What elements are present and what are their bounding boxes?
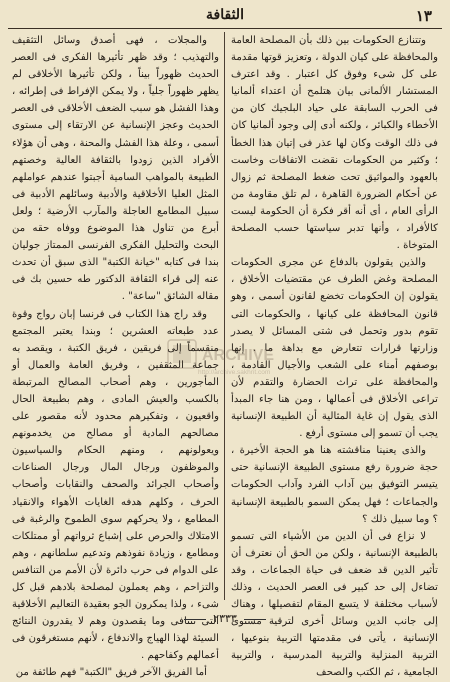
column-divider xyxy=(224,32,225,600)
paragraph: والذين يقولون بالدفاع عن مجرى الحكومات المصلحة وغض الطرف عن مقتضيات الأخلاق ، يقولون إن الحكومات تخضع لقانون أسمى ، وهو قانون المحافظة على كيانها ، والحكومات التى تقوم بدور وتحمل فى شتى المسائل لا يصدر وزارتها قرارات تتعارض مع بداهة ما . إنها بوصفهم أمناء على الشعب والأجيال القادمة ، والمحافظة على تراث الحضارة والتقدم لأن تراعى الأخلاق فى أعمالها ، ومن هنا جاء المبدأ الذى يقول إن غاية المثالية أن الطبيعة الإنسانية يجب أن تسمو إلى مستوى أرفع . xyxy=(231,257,438,440)
journal-title: الثقافة xyxy=(206,7,244,23)
paragraph: لا نزاع فى أن الدين من الأشياء التى تسمو بالطبيعة الإنسانية ، ولكن من الحق أن نعترف أن تأثير الدين قد ضعف فى حياة الجماعات ، وقد تضاءل إلى حد كبير فى العصر الحديث ، وذلك لأسباب مختلفة لا يتسع المقام لتفصيلها ، وهناك إلى جانب الدين وسائل أخرى لترقية مستوى الإنسانية ، يأتى فى مقدمتها التربية بنوعيها ، التربية المنزلية والتربية المدرسية ، والتربية الجامعية ، ثم الكتب والصحف xyxy=(231,530,438,679)
page-header xyxy=(8,4,442,29)
folio-number: ٢٣٣٣ xyxy=(213,612,237,625)
svg-text:http://archive.sakhrit.com: http://archive.sakhrit.com xyxy=(198,369,271,376)
paragraph: أما الفريق الآخر فريق "الكتبة" فهم طائفة من xyxy=(15,667,207,679)
svg-text:ARCHIVE: ARCHIVE xyxy=(202,347,275,364)
paragraph: وقد راج هذا الكتاب فى فرنسا إبان رواج وقوة عدد طبعاته العشرين ؛ وبندا يعتبر المجتمع منقسماً إلى فريقين ، فريق الكتبة ، ويقصد به جماعة المثقفين ، وفريق العامة والعمال أو المأجورين ، وهم أصحاب المصالح المرتبطة بالكسب والعيش المادى ، وهم بطبيعة الحال واقعيون ، وتفكيرهم محدود لأنه مقصور على مصالحهم المادية أو مصالح من يخدمونهم ويعولونهم ، ومنهم الحكام والسياسيون والموظفون ورجال المال ورجال الصناعات وأصحاب الجرائد والصحف والنقابات وأصحاب الحرف ، وكلهم هدفه الغايات الأهواء والانقياد المطامع ، ولا يحركهم سوى الطموح والرغبة فى الامتلاك والحرص على إشباع ثرواتهم أو ممتلكات ومطامع ، وزيادة نفوذهم وتدعيم سلطانهم ، وهم على الدوام فى حرب دائرة لأن الأمم من التنافس والتزاحم ، وهم يعملون لمصلحة بلادهم قبل كل شىء ، ولذا يمكرون الجو بعقيدة التعاليم الأخلاقية التى تتنافى وما يقصدون وهم لا يقدرون النتائج السيئة لهذا الهياج والاندفاع ، لأنهم مستغرقون فى أعمالهم وكفاحهم . xyxy=(12,308,219,662)
paragraph: والمجلات ، فهى أصدق وسائل التثقيف والتهذيب ؛ وقد ظهر تأثيرها الفكرى فى العصر الحديث ظهوراً بيناً ، ولكن تأثيرها الأخلاقى لم يظهر ظهوراً جلياً ، ولا يمكن الإفراط فى إطرائه ، وهذا الفشل هو سبب الضعف الأخلاقى فى العصر الحديث وعجز الإنسانية عن الارتقاء إلى مستوى أسمى ، وعلة هذا الفشل والمحنة ، وهى أن هؤلاء الأفراد الذين زودوا بالثقافة العالية وخصتهم الطبيعة بالمواهب السامية أجبتوا عندهم عواملهم المثل العليا الأخلاقية والأدبية وسائلهم الأدبية فى سبيل المطامع العاجلة والمآرب الأرضية ؛ ولعل أبرع من تناول هذا الموضوع ووفاه حقه من البحث والتحليل الفكرى الفرنسى الممتاز جوليان بندا فى كتابه "خيانة الكتبة" الذى سبق أن تحدث عنه إلى قراء الثقافة الدكتور طه حسين بك فى مقاله الشائق "ساعة" . xyxy=(12,35,219,303)
paragraph: وتتنازع الحكومات بين ذلك بأن المصلحة العامة والمحافظة على كيان الدولة ، وتعزيز قوتها مقدمة على كل شىء وفوق كل اعتبار . وقد اعترف المستشار الألمانى بيان هتلمح أن اعتداء ألمانيا فى الحرب السابقة على حياد البلجيك كان من الأخطاء والكبائر ، ولكنه أدى إلى وجود ألمانيا كان فى ذلك الوقت وكان لها عذر فى إتيان هذا الخطأ ؛ وكثير من الحكومات نقضت الاتفاقات وخاست بالعهود والمواثيق تحت ضغط المصلحة ثم زوال عن أحكام الضرورة القاهرة ، لم تلق مقاومة من الرأى العام ، أى أنه أقر فكرة أن الحكومة ليست كالأفراد ، وأنها تدبر سياستها حسب المصلحة المتوخاة . xyxy=(231,35,438,252)
right-column xyxy=(231,32,438,679)
page-number: ١٣ xyxy=(415,7,432,25)
left-column xyxy=(12,32,219,679)
paragraph: والذى يعنينا مناقشته هنا هو الحجة الأخيرة ، حجة ضرورة رفع مستوى الطبيعة الإنسانية حتى يتيسر التوفيق بين آداب الفرد وآداب الحكومات والجماعات ؛ فهل يمكن السمو بالطبيعة الإنسانية ؟ وما سبيل ذلك ؟ xyxy=(231,445,438,525)
page-footer xyxy=(0,612,450,632)
